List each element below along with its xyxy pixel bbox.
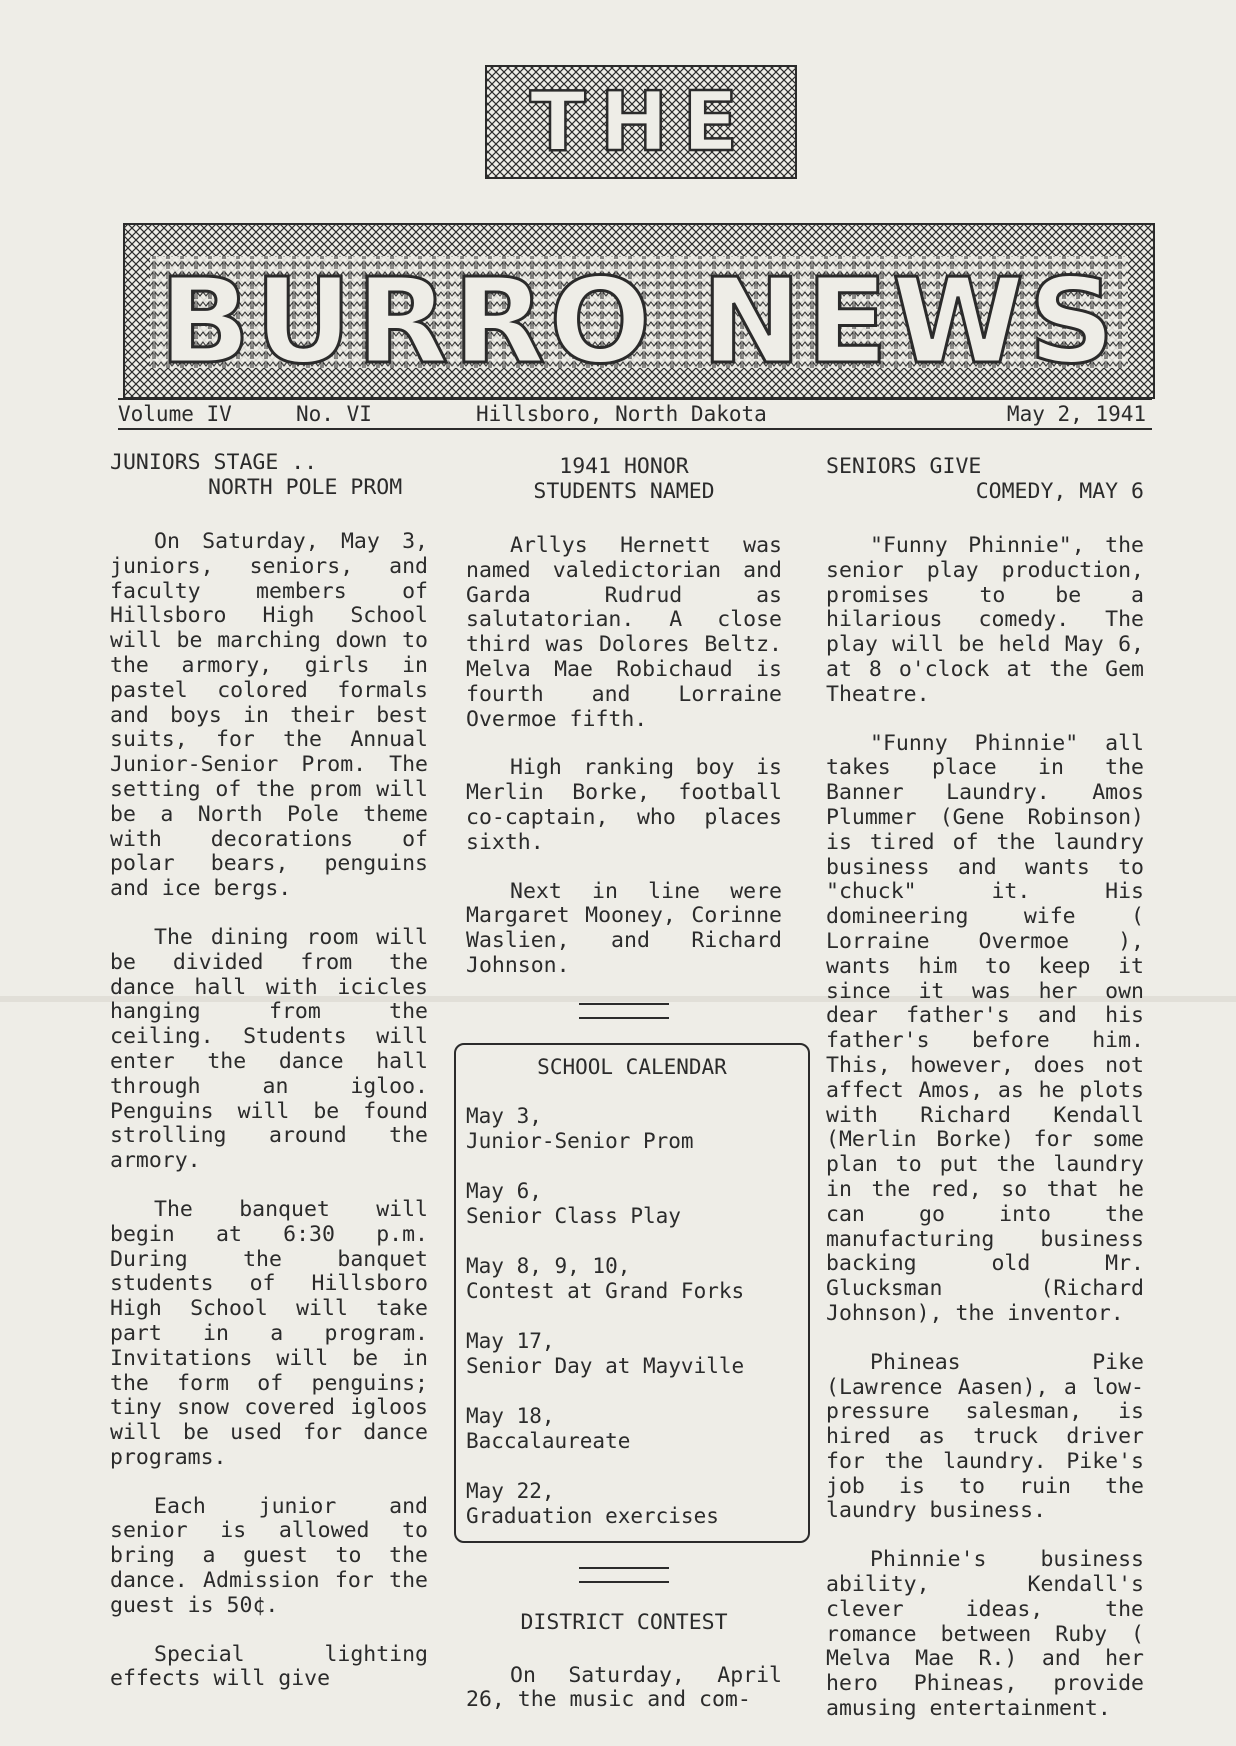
headline-line-2: STUDENTS NAMED	[533, 479, 715, 504]
calendar-date: May 6,	[466, 1178, 542, 1203]
article-senior-play	[826, 454, 1144, 1746]
calendar-item	[466, 1254, 798, 1304]
masthead	[0, 0, 1236, 420]
calendar-date: May 18,	[466, 1403, 555, 1428]
calendar-date: May 3,	[466, 1103, 542, 1128]
article-junior-prom	[110, 450, 428, 1716]
paragraph: High ranking boy is Merlin Borke, football co-captain, who places sixth.	[466, 755, 782, 855]
calendar-event: Graduation exercises	[466, 1503, 719, 1528]
paragraph: Phinnie's business ability, Kendall's clever ideas, the romance between Ruby ( Melva Mae R.) and her hero Phineas, provide amusing entertainment.	[826, 1547, 1144, 1722]
paragraph: Special lighting effects will give	[110, 1641, 428, 1692]
headline-line-2: NORTH POLE PROM	[208, 475, 403, 500]
calendar-event: Junior-Senior Prom	[466, 1128, 694, 1153]
calendar-event: Contest at Grand Forks	[466, 1278, 745, 1303]
issue-number: No. VI	[296, 402, 372, 426]
headline-line-1: JUNIORS STAGE ..	[110, 450, 318, 475]
district-contest-headline: DISTRICT CONTEST	[520, 1609, 728, 1635]
divider	[579, 1581, 669, 1583]
headline-line-2: COMEDY, MAY 6	[975, 479, 1144, 504]
calendar-event: Senior Class Play	[466, 1203, 681, 1228]
calendar-title: SCHOOL CALENDAR	[537, 1054, 727, 1079]
divider	[579, 1567, 669, 1569]
calendar-item	[466, 1104, 798, 1154]
calendar-item	[466, 1329, 798, 1379]
headline	[466, 454, 782, 504]
paragraph: Next in line were Margaret Mooney, Corinne Waslien, and Richard Johnson.	[466, 878, 782, 978]
calendar-date: May 17,	[466, 1328, 555, 1353]
calendar-item	[466, 1179, 798, 1229]
volume-label: Volume IV	[118, 402, 232, 426]
paragraph: On Saturday, April 26, the music and com-	[466, 1662, 782, 1713]
issue-info-bar	[118, 398, 1152, 430]
issue-date: May 2, 1941	[1006, 402, 1146, 426]
masthead-logo	[0, 0, 1236, 400]
paragraph: Arllys Hernett was named valedictorian and Garda Rudrud as salutatorian. A close third was Dolores Beltz. Melva Mae Robichaud is fourth and Lorraine Overmoe fifth.	[466, 533, 782, 732]
calendar-item	[466, 1479, 798, 1529]
calendar-date: May 8, 9, 10,	[466, 1253, 631, 1278]
paragraph: Phineas Pike (Lawrence Aasen), a low-pressure salesman, is hired as truck driver for the laundry. Pike's job is to ruin the laundry business.	[826, 1349, 1144, 1524]
location: Hillsboro, North Dakota	[476, 402, 767, 426]
article-honor-students	[466, 454, 782, 1737]
paragraph: Each junior and senior is allowed to bring a guest to the dance. Admission for the guest is 50¢.	[110, 1493, 428, 1618]
divider	[579, 1017, 669, 1019]
paragraph: The dining room will be divided from the dance hall with icicles hanging from the ceiling. Students will enter the dance hall through an igloo. Penguins will be found strolling around the armory.	[110, 924, 428, 1174]
masthead-title: BURRO NEWS	[159, 252, 1119, 390]
headline-line-1: 1941 HONOR	[559, 454, 689, 479]
headline	[826, 454, 1144, 504]
headline-line-1: SENIORS GIVE	[826, 454, 982, 479]
masthead-top-word: THE	[529, 75, 753, 170]
paragraph: On Saturday, May 3, juniors, seniors, and faculty members of Hillsboro High School will be marching down to the armory, girls in pastel colored formals and boys in their best suits, for the Annual Junior-Senior Prom. The setting of the prom will be a North Pole theme with decorations of polar bears, penguins and ice bergs.	[110, 529, 428, 902]
headline	[110, 450, 428, 500]
calendar-event: Senior Day at Mayville	[466, 1353, 745, 1378]
divider	[579, 1003, 669, 1005]
paragraph: "Funny Phinnie" all takes place in the Banner Laundry. Amos Plummer (Gene Robinson) is tired of the laundry business and wants to "chuck" it. His domineering wife ( Lorraine Overmoe ), wants him to keep it since it was her own dear father's and his father's before him. This, however, does not affect Amos, as he plots with Richard Kendall (Merlin Borke) for some plan to put the laundry in the red, so that he can go into the manufacturing business backing old Mr. Glucksman (Richard Johnson), the inventor.	[826, 730, 1144, 1326]
calendar-item	[466, 1404, 798, 1454]
calendar-date: May 22,	[466, 1478, 555, 1503]
paragraph: "Funny Phinnie", the senior play production, promises to be a hilarious comedy. The play will be held May 6, at 8 o'clock at the Gem Theatre.	[826, 533, 1144, 707]
paragraph: The banquet will begin at 6:30 p.m. During the banquet students of Hillsboro High School will take part in a program. Invitations will be in the form of penguins; tiny snow covered igloos will be used for dance programs.	[110, 1196, 428, 1470]
school-calendar-box	[454, 1043, 810, 1543]
calendar-event: Baccalaureate	[466, 1428, 631, 1453]
